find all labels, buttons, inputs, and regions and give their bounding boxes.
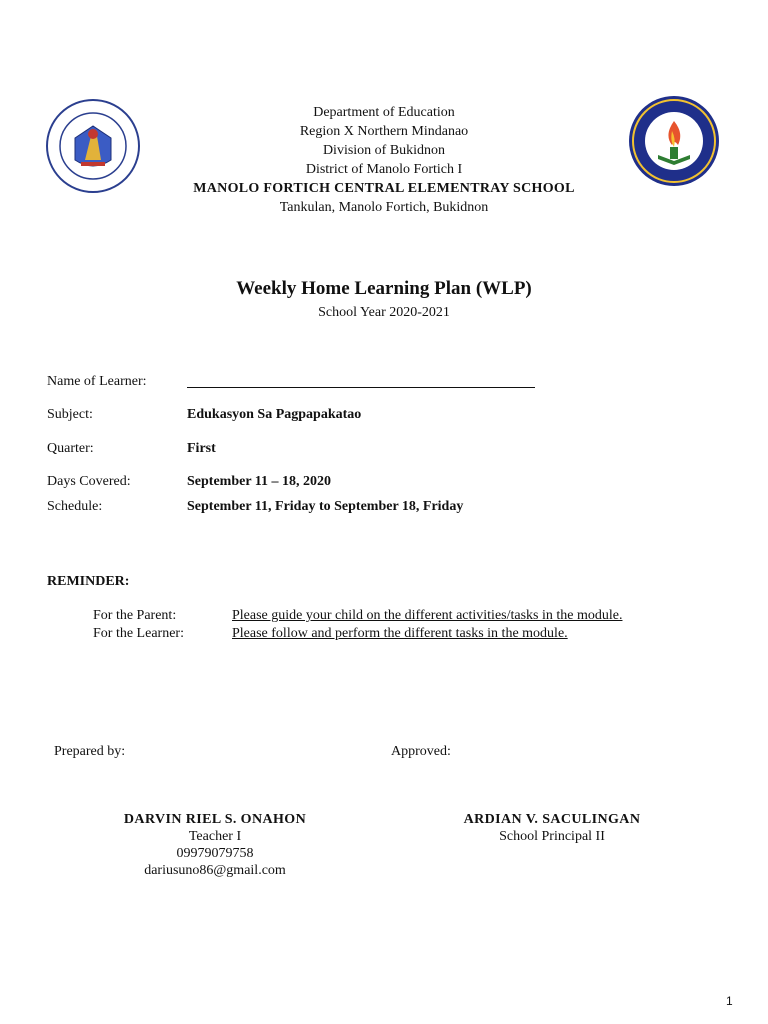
days-covered-label: Days Covered: — [47, 474, 131, 489]
reminder-heading: REMINDER: — [47, 574, 130, 589]
learner-reminder-label: For the Learner: — [93, 626, 184, 641]
subject-label: Subject: — [47, 407, 93, 422]
approver-signature-block — [432, 811, 672, 845]
learner-reminder-text: Please follow and perform the different tasks in the module. — [232, 626, 568, 641]
preparer-name: DARVIN RIEL S. ONAHON — [123, 812, 307, 827]
quarter-value: First — [187, 441, 216, 456]
school-seal-logo — [628, 95, 720, 187]
approved-label: Approved: — [391, 744, 451, 759]
preparer-signature-block — [95, 811, 335, 879]
region-line: Region X Northern Mindanao — [299, 124, 469, 139]
approver-name: ARDIAN V. SACULINGAN — [463, 812, 641, 827]
page-number: 1 — [726, 994, 733, 1008]
department-line: Department of Education — [313, 105, 455, 120]
schedule-value: September 11, Friday to September 18, Friday — [187, 499, 464, 514]
approver-title: School Principal II — [499, 829, 605, 844]
learner-label: Name of Learner: — [47, 374, 147, 389]
preparer-email: dariusuno86@gmail.com — [144, 863, 286, 878]
days-covered-value: September 11 – 18, 2020 — [187, 474, 332, 489]
preparer-title: Teacher I — [188, 829, 242, 844]
parent-reminder-text: Please guide your child on the different activities/tasks in the module. — [232, 608, 623, 623]
learner-name-blank — [187, 387, 535, 388]
division-line: Division of Bukidnon — [322, 143, 446, 158]
letterhead — [170, 103, 598, 217]
school-name: MANOLO FORTICH CENTRAL ELEMENTRAY SCHOOL — [193, 181, 575, 196]
parent-reminder-label: For the Parent: — [93, 608, 177, 623]
school-address: Tankulan, Manolo Fortich, Bukidnon — [279, 200, 489, 215]
school-year: School Year 2020-2021 — [318, 305, 450, 320]
deped-seal-logo — [45, 98, 141, 194]
document-title: Weekly Home Learning Plan (WLP) — [236, 278, 532, 299]
quarter-label: Quarter: — [47, 441, 94, 456]
district-line: District of Manolo Fortich I — [305, 162, 463, 177]
prepared-by-label: Prepared by: — [54, 744, 126, 759]
schedule-label: Schedule: — [47, 499, 103, 514]
preparer-phone: 09979079758 — [176, 846, 254, 861]
subject-value: Edukasyon Sa Pagpapakatao — [187, 407, 362, 422]
